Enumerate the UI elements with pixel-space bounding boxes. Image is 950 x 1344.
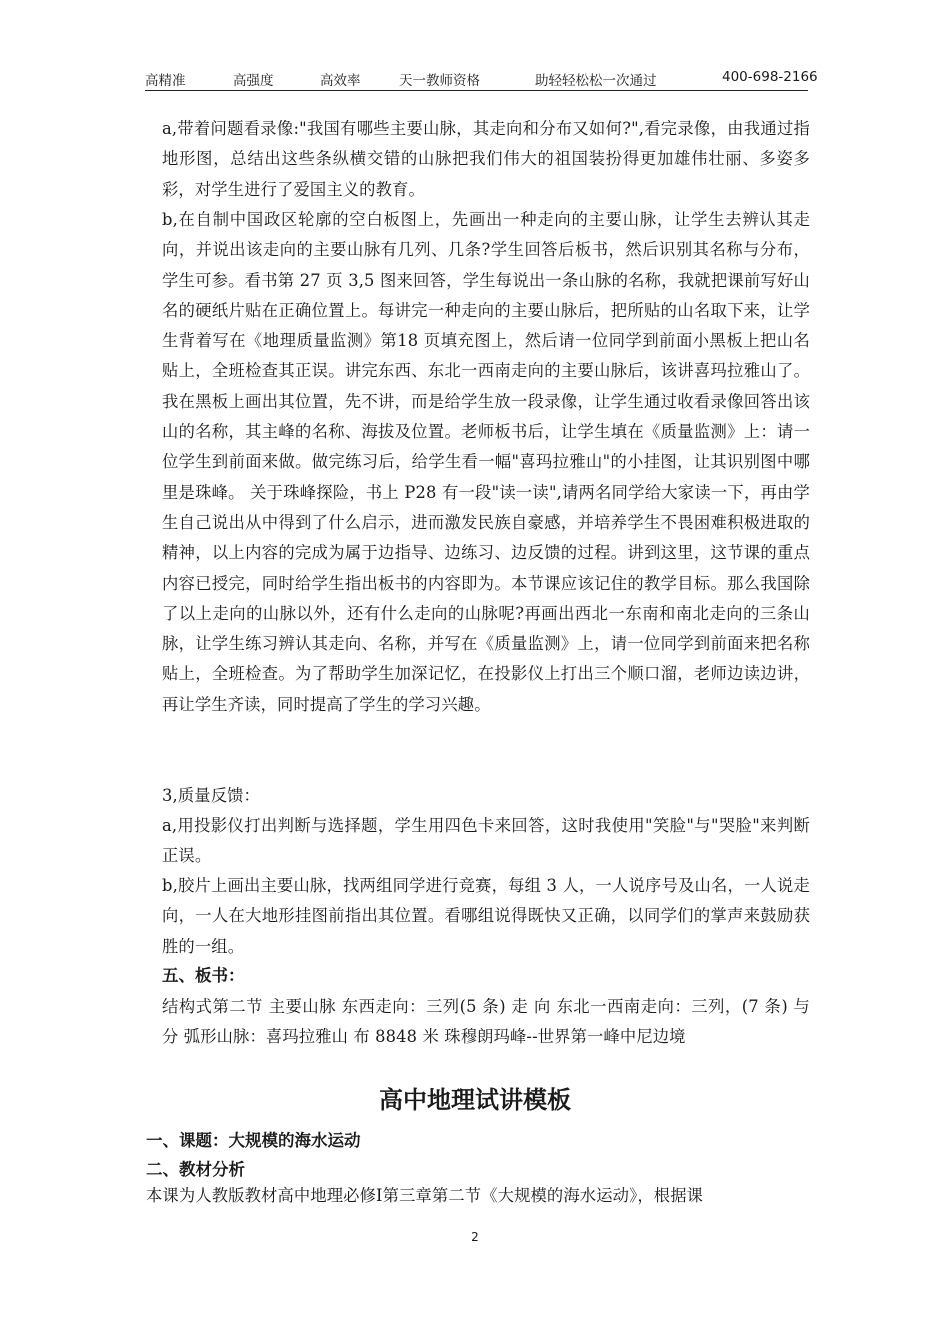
heading-topic: 一、课题：大规模的海水运动 [146,1131,361,1150]
header-item-phone: 400-698-2166 [722,69,818,85]
paragraph-feedback-a: a,用投影仪打出判断与选择题，学生用四色卡来回答，这时我使用"笑脸"与"哭脸"来判断正误。 [162,816,810,866]
header-item-3: 高效率 [320,73,361,89]
paragraph-a: a,带着问题看录像:"我国有哪些主要山脉，其走向和分布又如何?",看完录像，由我通过指地形图，总结出这些条纵横交错的山脉把我们伟大的祖国装扮得更加雄伟壮丽、多姿多彩，对学生进行了爱国主义的教育。 [162,119,810,199]
header-item-2: 高强度 [233,73,274,89]
header-item-1: 高精准 [145,73,186,89]
paragraph-quality-feedback: 3,质量反馈： [162,786,260,805]
heading-blackboard: 五、板书： [162,966,245,985]
header-item-5: 助轻轻松松一次通过 [535,73,657,89]
header-item-4: 天一教师资格 [399,73,480,89]
page-header [145,64,818,91]
page-number: 2 [471,1230,479,1244]
paragraph-b: b,在自制中国政区轮廓的空白板图上，先画出一种走向的主要山脉，让学生去辨认其走向，并说出该走向的主要山脉有几列、几条?学生回答后板书，然后识别其名称与分布，学生可参。看书第 27 页 3,5 图来回答，学生每说出一条山脉的名称，我就把课前写好山名的硬纸片贴在正确位置上。每讲完一种走向的主要山脉后，把所贴的山名取下来，让学生背着写在《地理质量监测》第18 页填充图上，然后请一位同学到前面小黑板上把山名贴上，全班检查其正误。讲完东西、东北一西南走向的主要山脉后，该讲喜玛拉雅山了。我在黑板上画出其位置，先不讲，而是给学生放一段录像，让学生通过收看录像回答出该山的名称，其主峰的名称、海拔及位置。老师板书后，让学生填在《质量监测》上：请一位学生到前面来做。做完练习后，给学生看一幅"喜玛拉雅山"的小挂图，让其识别图中哪里是珠峰。 关于珠峰探险，书上 P28 有一段"读一读",请两名同学给大家读一下，再由学生自己说出从中得到了什么启示，进而激发民族自豪感，并培养学生不畏困难积极进取的精神，以上内容的完成为属于边指导、边练习、边反馈的过程。讲到这里，这节课的重点内容已授完，同时给学生指出板书的内容即为。本节课应该记住的教学目标。那么我国除了以上走向的山脉以外，还有什么走向的山脉呢?再画出西北一东南和南北走向的三条山脉，让学生练习辨认其走向、名称，并写在《质量监测》上，请一位同学到前面来把名称贴上，全班检查。为了帮助学生加深记忆，在投影仪上打出三个顺口溜，老师边读边讲，再让学生齐读，同时提高了学生的学习兴趣。 [162,210,810,714]
paragraph-feedback-b: b,胶片上画出主要山脉，找两组同学进行竞赛，每组 3 人，一人说序号及山名，一人说走向，一人在大地形挂图前指出其位置。看哪组说得既快又正确，以同学们的掌声来鼓励获胜的一组。 [162,876,810,956]
paragraph-material-analysis: 本课为人教版教材高中地理必修Ⅰ第三章第二节《大规模的海水运动》，根据课 [146,1186,704,1205]
section-title: 高中地理试讲模板 [379,1086,571,1114]
paragraph-blackboard: 结构式第二节 主要山脉 东西走向：三列(5 条) 走 向 东北一西南走向：三列，(7 条) 与 分 弧形山脉：喜玛拉雅山 布 8848 米 珠穆朗玛峰--世界第一峰中尼边境 [162,997,810,1047]
heading-material-analysis: 二、教材分析 [146,1160,245,1179]
